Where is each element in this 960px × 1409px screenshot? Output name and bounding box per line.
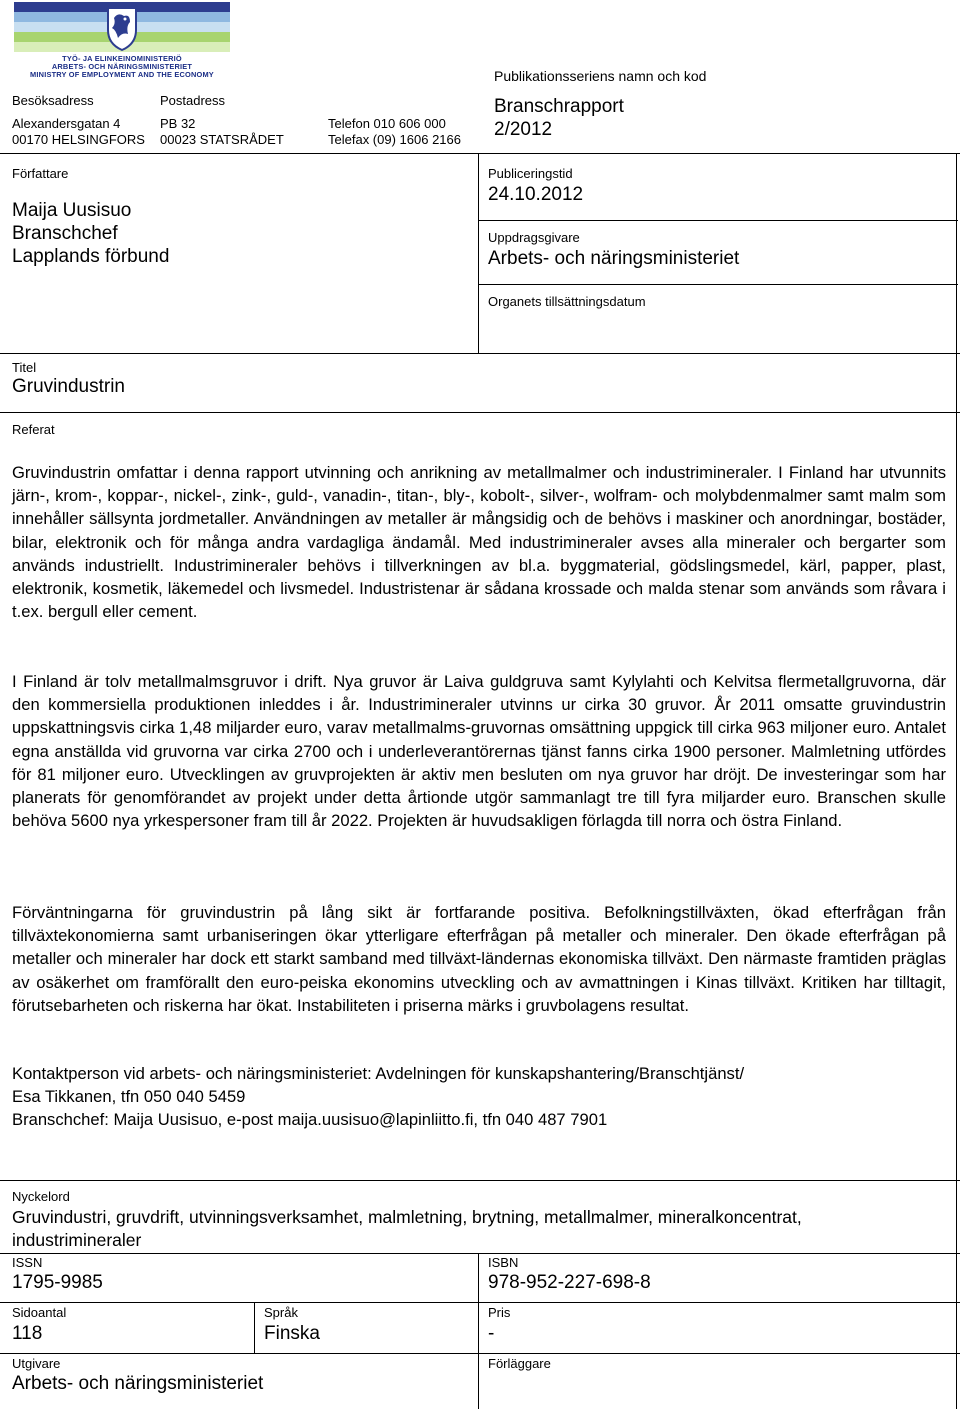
printer-label: Förläggare bbox=[488, 1356, 551, 1371]
phone-number: Telefon 010 606 000 bbox=[328, 116, 446, 131]
page-count-label: Sidoantal bbox=[12, 1305, 67, 1320]
issn-label: ISSN bbox=[12, 1255, 43, 1270]
isbn-label: ISBN bbox=[488, 1255, 519, 1270]
visit-address-label: Besöksadress bbox=[12, 93, 94, 108]
organ-date-label: Organets tillsättningsdatum bbox=[488, 294, 646, 309]
isbn-value: 978-952-227-698-8 bbox=[488, 1272, 651, 1293]
visit-city: 00170 HELSINGFORS bbox=[12, 132, 145, 147]
divider bbox=[956, 153, 957, 1409]
contact-person-line: Kontaktperson vid arbets- och näringsministeriet: Avdelningen för kunskapshantering/Branschtjänst/ bbox=[12, 1064, 745, 1083]
series-label: Publikationsseriens namn och kod bbox=[494, 68, 707, 84]
divider bbox=[0, 412, 960, 413]
abstract-paragraph: Gruvindustrin omfattar i denna rapport utvinning och anrikning av metallmalmer och industrimineraler. I Finland har utvunnits järn-, krom-, koppar-, nickel-, zink-, guld-, vanadin-, titan-, bly-, kobolt-, silver-, wolfram- och molybdenmalmer samt malm som innehåller sällsynta jordmetaller. Användningen av metaller är mångsidig och de behövs i maskiner och anordningar, bostäder, bilar, elektronik och för många andra vardagliga ändamål. Med industrimineraler avses alla mineraler och bergarter som används industriellt. Industrimineraler behövs i tillverkningen av bl.a. byggmaterial, gödslingsmedel, kärl, papper, plast, elektronik, kosmetik, läkemedel och livsmedel. Industristenar är sådana krossade och malda stenar som används som råvara i t.ex. bergull eller cement. bbox=[12, 463, 946, 622]
language-label: Språk bbox=[264, 1305, 298, 1320]
contact-person-line: Esa Tikkanen, tfn 050 040 5459 bbox=[12, 1087, 246, 1106]
keywords-line: Gruvindustri, gruvdrift, utvinningsverksamhet, malmletning, brytning, metallmalmer, mineralkoncentrat, bbox=[12, 1207, 802, 1227]
abstract-label: Referat bbox=[12, 422, 55, 437]
commissioner-label: Uppdragsgivare bbox=[488, 230, 580, 245]
title-label: Titel bbox=[12, 360, 37, 375]
author-role: Branschchef bbox=[12, 223, 118, 244]
price-value: - bbox=[488, 1323, 495, 1344]
divider bbox=[478, 1253, 479, 1409]
contact-person-line: Branschchef: Maija Uusisuo, e-post maija.uusisuo@lapinliitto.fi, tfn 040 487 7901 bbox=[12, 1110, 608, 1129]
author-label: Författare bbox=[12, 166, 69, 181]
visit-street: Alexandersgatan 4 bbox=[12, 116, 121, 131]
series-name: Branschrapport bbox=[494, 96, 624, 117]
author-org: Lapplands förbund bbox=[12, 246, 170, 267]
divider bbox=[0, 1302, 960, 1303]
keywords-label: Nyckelord bbox=[12, 1189, 70, 1204]
abstract-paragraph: Förväntningarna för gruvindustrin på lång sikt är fortfarande positiva. Befolkningstillväxten, ökad efterfrågan från tillväxtekonomierna samt urbaniseringen ökar ytterligare efterfrågan på metaller och mineraler. Den ökade efterfrågan på metaller och mineraler har dock ett starkt samband med tillväxt-ländernas ekonomiska tillväxt. Den närmaste framtiden präglas av osäkerhet om framförallt den euro-peiska ekonomins utveckling och av avmattningen i Kinas tillväxt. Kritiken har tilltagit, förutsebarheten och riskerna har ökat. Instabiliteten i priserna märks i gruvbolagens resultat. bbox=[12, 903, 946, 1015]
language-value: Finska bbox=[264, 1323, 320, 1344]
divider bbox=[478, 284, 958, 285]
author-name: Maija Uusisuo bbox=[12, 200, 132, 221]
post-box: PB 32 bbox=[160, 116, 196, 131]
divider bbox=[0, 1253, 960, 1254]
publication-date: 24.10.2012 bbox=[488, 184, 584, 205]
logo-name-sv: ARBETS- OCH NÄRINGSMINISTERIET bbox=[51, 62, 193, 71]
report-title: Gruvindustrin bbox=[12, 376, 125, 397]
abstract-paragraph: I Finland är tolv metallmalmsgruvor i drift. Nya gruvor är Laiva guldgruva samt Kylylahti och Kelvitsa flermetallgruvorna, där den kommersiella produktionen inleddes i år. Industrimineraler utvinns ur cirka 30 gruvor. År 2011 omsatte gruvindustrin uppskattningsvis cirka 1,48 miljarder euro, varav metallmalms-gruvornas omsättning uppgick till cirka 963 miljoner euro. Antalet egna anställda vid gruvorna var cirka 2700 och i underleverantörernas tjänst fanns cirka 1900 personer. Malmletning utfördes för 81 miljoner euro. Utvecklingen av gruvprojekten är aktiv men besluten om nya gruvor har dröjt. De investeringar som har planerats för genomförandet av projekt under detta årtionde utgör sammanlagt tre till fyra miljarder euro. Branschen skulle behöva 5600 nya yrkespersoner fram till år 2022. Projekten är huvudsakligen förlagda till norra och östra Finland. bbox=[12, 672, 946, 831]
issn-value: 1795-9985 bbox=[12, 1272, 103, 1293]
keywords-line: industrimineraler bbox=[12, 1230, 142, 1250]
divider bbox=[0, 153, 960, 154]
divider bbox=[478, 220, 958, 221]
ministry-logo bbox=[14, 2, 230, 80]
divider bbox=[0, 1180, 960, 1181]
publisher-value: Arbets- och näringsministeriet bbox=[12, 1373, 264, 1394]
divider bbox=[0, 1353, 960, 1354]
publisher-label: Utgivare bbox=[12, 1356, 61, 1371]
price-label: Pris bbox=[488, 1305, 511, 1320]
logo-name-fi: TYÖ- JA ELINKEINOMINISTERIÖ bbox=[62, 54, 182, 63]
logo-name-en: MINISTRY OF EMPLOYMENT AND THE ECONOMY bbox=[30, 70, 214, 79]
commissioner: Arbets- och näringsministeriet bbox=[488, 248, 740, 269]
series-code: 2/2012 bbox=[494, 119, 553, 140]
post-address-label: Postadress bbox=[160, 93, 226, 108]
page-count: 118 bbox=[12, 1323, 43, 1344]
divider bbox=[254, 1302, 255, 1353]
lion-crest-icon bbox=[100, 4, 144, 52]
publication-date-label: Publiceringstid bbox=[488, 166, 573, 181]
divider bbox=[478, 153, 479, 353]
fax-number: Telefax (09) 1606 2166 bbox=[328, 132, 461, 147]
post-city: 00023 STATSRÅDET bbox=[160, 132, 284, 147]
divider bbox=[0, 353, 960, 354]
